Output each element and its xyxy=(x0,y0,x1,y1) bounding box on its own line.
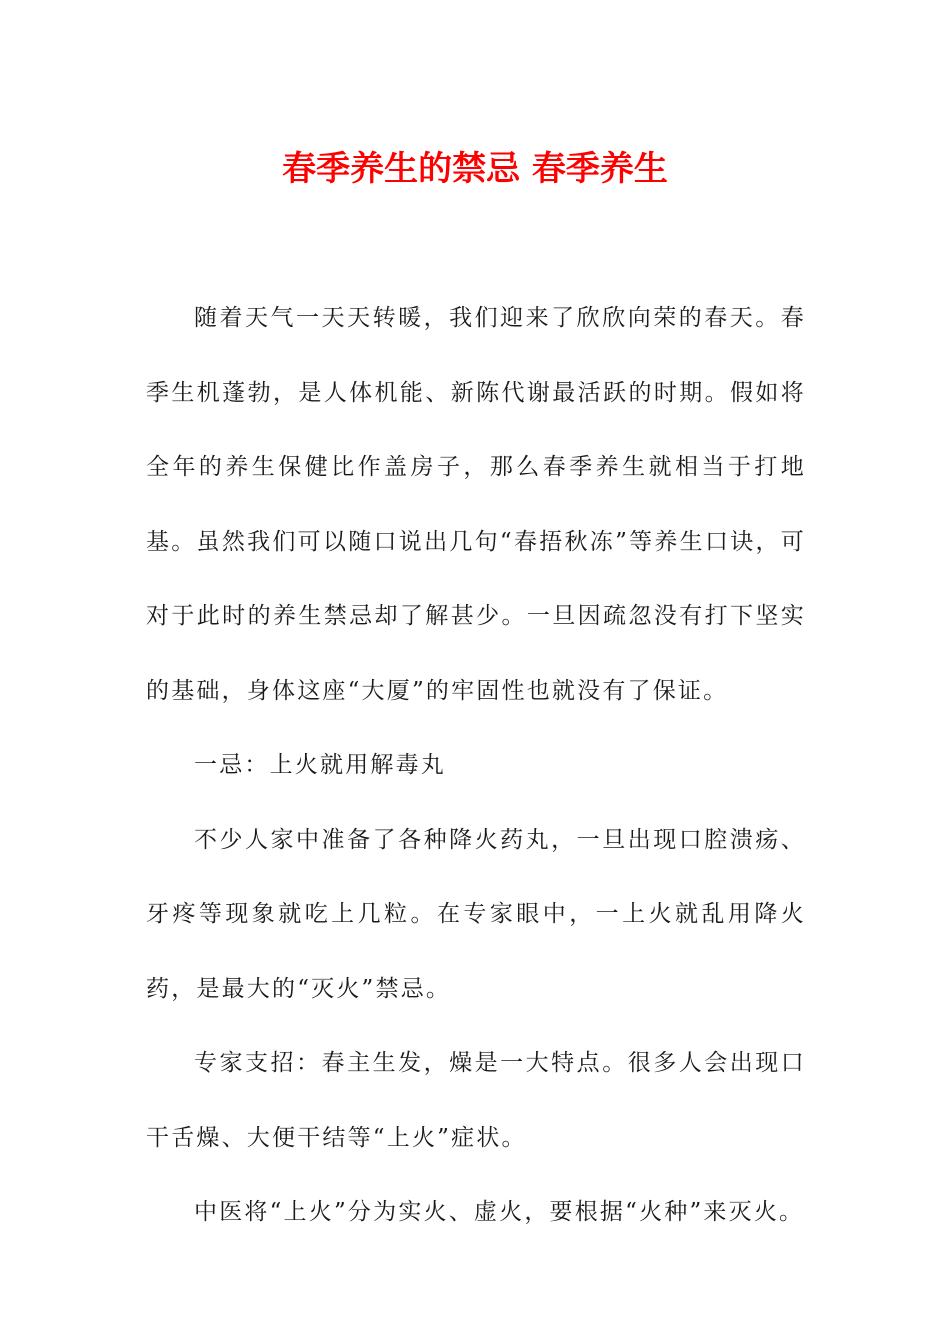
document-body xyxy=(146,281,806,1250)
paragraph-taboo-1-description: 不少人家中准备了各种降火药丸，一旦出现口腔溃疡、牙疼等现象就吃上几粒。在专家眼中，一上火就乱用降火药，是最大的“灭火”禁忌。 xyxy=(146,826,806,1002)
paragraph-intro: 随着天气一天天转暖，我们迎来了欣欣向荣的春天。春季生机蓬勃，是人体机能、新陈代谢最活跃的时期。假如将全年的养生保健比作盖房子，那么春季养生就相当于打地基。虽然我们可以随口说出几句“春捂秋冻”等养生口诀，可对于此时的养生禁忌却了解甚少。一旦因疏忽没有打下坚实的基础，身体这座“大厦”的牢固性也就没有了保证。 xyxy=(146,305,806,704)
paragraph-expert-tip: 专家支招：春主生发，燥是一大特点。很多人会出现口干舌燥、大便干结等“上火”症状。 xyxy=(146,1050,806,1151)
paragraph-tcm-note: 中医将“上火”分为实火、虚火，要根据“火种”来灭火。 xyxy=(194,1199,805,1225)
document-title: 春季养生的禁忌 春季养生 xyxy=(282,149,668,189)
paragraph-heading-taboo-1: 一忌：上火就用解毒丸 xyxy=(194,752,446,778)
